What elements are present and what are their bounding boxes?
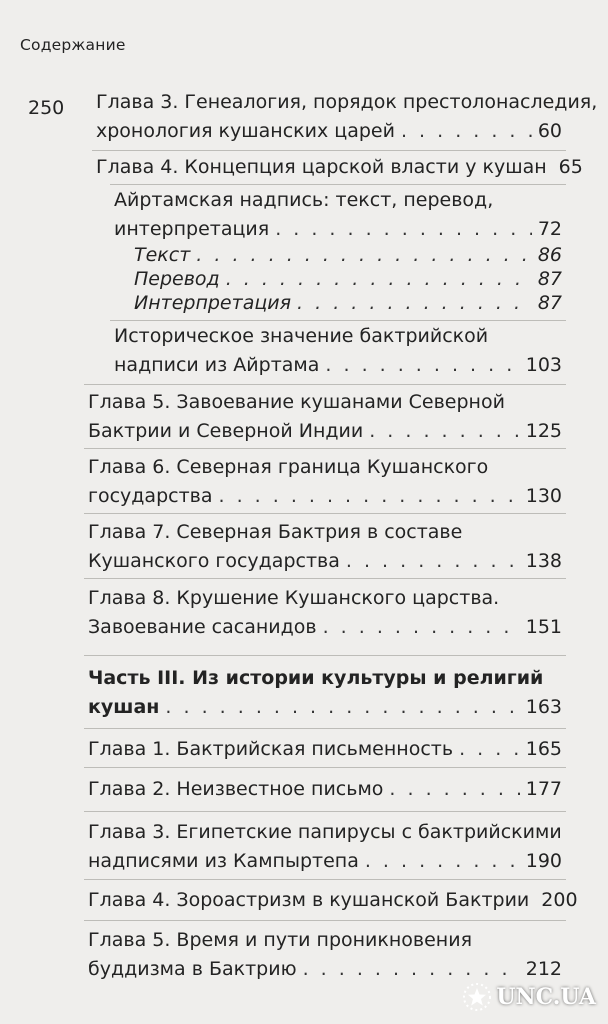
leader-dots (459, 735, 520, 764)
toc-entry-title-line: Интерпретация (134, 292, 292, 314)
toc-entry-title-line: Часть III. Из истории культуры и религий (88, 667, 544, 689)
toc-page-ref: 86 (537, 244, 562, 266)
toc-page-ref: 212 (525, 958, 562, 980)
toc-entry-title-line: Айртамская надпись: текст, перевод, (114, 189, 494, 211)
entry-divider (84, 578, 566, 579)
entry-divider (84, 513, 566, 514)
entry-divider (84, 879, 566, 880)
entry-divider (92, 150, 566, 151)
toc-entry-historical-significance[interactable] (114, 322, 562, 380)
toc-entry-part3-chapter-2[interactable] (88, 775, 562, 804)
leader-dots (325, 351, 519, 380)
star-seal-icon (462, 982, 492, 1012)
toc-entry-title-line: Глава 3. Египетские папирусы с бактрийскими (88, 821, 562, 843)
toc-entry-title-line: Глава 1. Бактрийская письменность (88, 738, 454, 760)
toc-page-ref: 165 (525, 738, 562, 760)
toc-entry-title-line: кушан (88, 696, 160, 718)
toc-entry-title-line: Глава 6. Северная граница Кушанского (88, 456, 489, 478)
toc-entry-title-line: хронология кушанских царей (96, 120, 395, 142)
toc-entry-interpretation[interactable] (134, 289, 562, 318)
toc-entry-part3-chapter-5[interactable] (88, 926, 562, 984)
running-header: Содержание (20, 36, 126, 54)
leader-dots (401, 117, 532, 146)
toc-entry-title-line: Глава 3. Генеалогия, порядок престолонаследия, (96, 91, 598, 113)
toc-entry-chapter-6-border[interactable] (88, 453, 562, 511)
toc-entry-part3-chapter-3[interactable] (88, 818, 562, 876)
toc-page-ref: 125 (525, 420, 562, 442)
entry-divider (110, 320, 566, 321)
toc-entry-chapter-8-collapse[interactable] (88, 584, 562, 642)
toc-page-ref: 190 (525, 850, 562, 872)
toc-entry-title-line: Глава 2. Неизвестное письмо (88, 778, 384, 800)
toc-entry-title-line: Глава 8. Крушение Кушанского царства. (88, 587, 500, 609)
toc-page-ref: 138 (525, 550, 562, 572)
page-number: 250 (28, 97, 65, 119)
toc-page-ref: 163 (525, 696, 562, 718)
leader-dots (365, 847, 520, 876)
entry-divider (84, 767, 566, 768)
leader-dots (303, 955, 520, 984)
toc-entry-title-line: Глава 7. Северная Бактрия в составе (88, 521, 463, 543)
toc-page-ref: 177 (525, 778, 562, 800)
toc-page-ref: 87 (537, 268, 562, 290)
leader-dots (389, 775, 519, 804)
toc-entry-title-line: Завоевание сасанидов (88, 616, 317, 638)
entry-divider (84, 655, 566, 656)
toc-page-ref: 72 (537, 218, 562, 240)
toc-entry-chapter-3-genealogy[interactable] (96, 88, 598, 146)
toc-entry-part3-chapter-1[interactable] (88, 735, 562, 764)
toc-entry-chapter-5-conquest[interactable] (88, 388, 562, 446)
leader-dots (346, 547, 520, 576)
toc-page-ref: 200 (541, 889, 578, 911)
toc-page-ref: 87 (537, 292, 562, 314)
toc-entry-title-line: Бактрии и Северной Индии (88, 420, 364, 442)
toc-entry-title-line: Перевод (134, 268, 220, 290)
toc-entry-title-line: Текст (134, 244, 191, 266)
toc-page-ref: 65 (558, 156, 583, 178)
leader-dots (275, 215, 532, 244)
toc-page-ref: 103 (525, 354, 562, 376)
toc-entry-title-line: Глава 5. Время и пути проникновения (88, 929, 473, 951)
leader-dots (323, 613, 520, 642)
toc-entry-title-line: Глава 4. Концепция царской власти у кушан (96, 156, 547, 178)
toc-entry-title-line: Глава 5. Завоевание кушанами Северной (88, 391, 505, 413)
watermark (462, 982, 596, 1012)
toc-page-ref: 130 (525, 485, 562, 507)
toc-entry-title-line: интерпретация (114, 218, 270, 240)
toc-entry-airtam-inscription[interactable] (114, 186, 562, 244)
toc-entry-part3-chapter-4[interactable] (88, 886, 578, 915)
toc-entry-title-line: Кушанского государства (88, 550, 340, 572)
toc-entry-title-line: государства (88, 485, 213, 507)
toc-page-ref: 151 (525, 616, 562, 638)
toc-entry-chapter-7-north-bactria[interactable] (88, 518, 562, 576)
entry-divider (84, 811, 566, 812)
leader-dots (165, 693, 519, 722)
toc-entry-title-line: надписи из Айртама (114, 354, 320, 376)
entry-divider (84, 448, 566, 449)
leader-dots (369, 417, 520, 446)
toc-page-ref: 60 (537, 120, 562, 142)
toc-entry-title-line: надписями из Кампыртепа (88, 850, 359, 872)
toc-entry-part-3[interactable] (88, 664, 562, 722)
toc-entry-chapter-4[interactable] (96, 153, 583, 182)
leader-dots (297, 289, 532, 318)
entry-divider (84, 384, 566, 385)
leader-dots (219, 482, 520, 511)
entry-divider (110, 184, 566, 185)
entry-divider (84, 920, 566, 921)
toc-entry-title-line: Глава 4. Зороастризм в кушанской Бактрии (88, 889, 530, 911)
toc-entry-title-line: Историческое значение бактрийской (114, 325, 489, 347)
watermark-text: UNC.UA (496, 984, 596, 1010)
entry-divider (84, 728, 566, 729)
toc-entry-title-line: буддизма в Бактрию (88, 958, 297, 980)
